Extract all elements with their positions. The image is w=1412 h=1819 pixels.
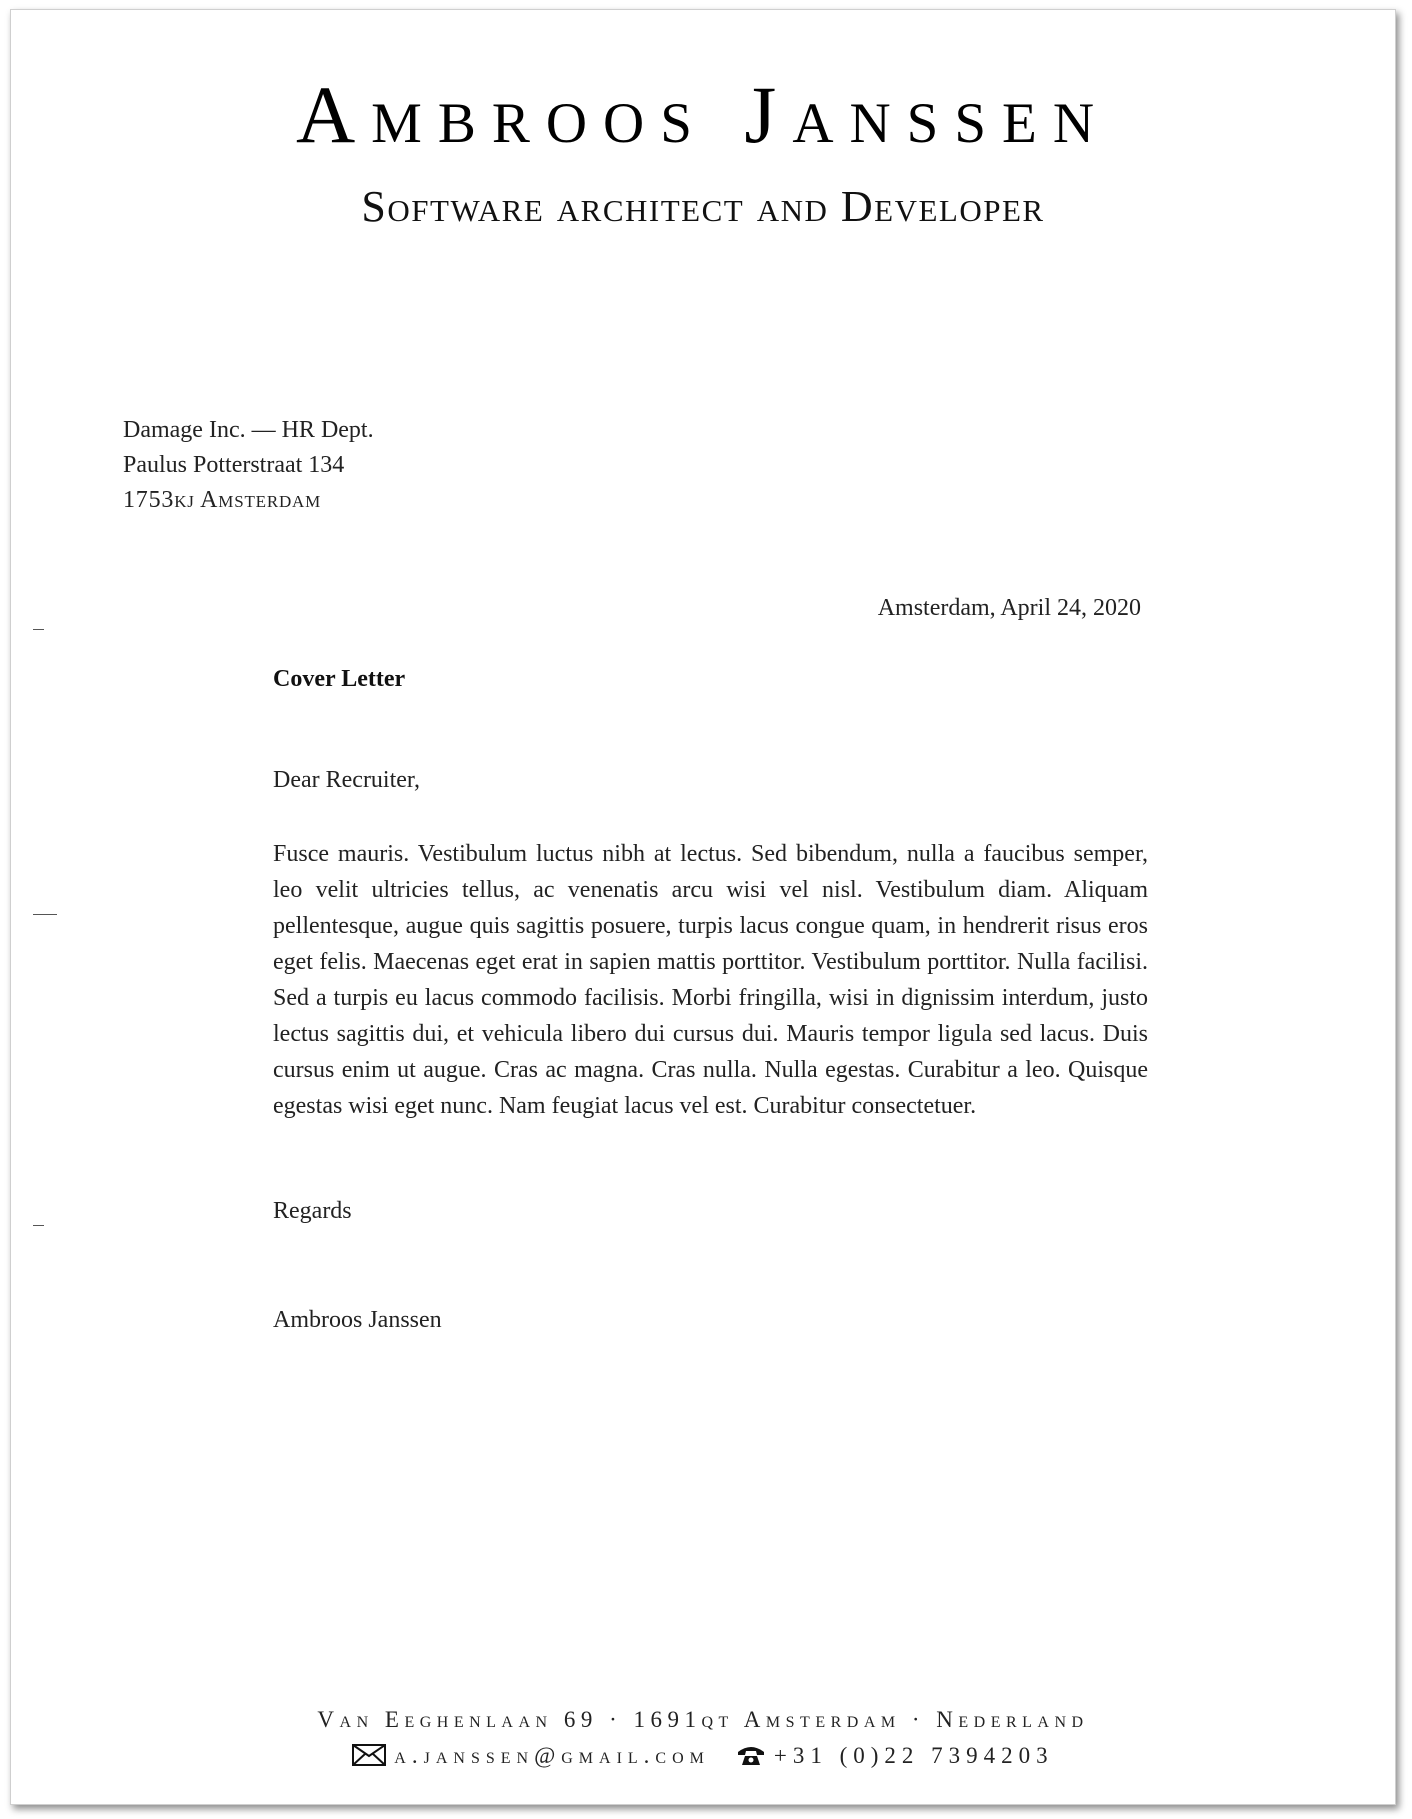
letter-closing: Regards: [273, 1198, 352, 1224]
sender-title: Software architect and Developer: [361, 182, 1045, 231]
footer-contact: [11, 1743, 1395, 1772]
fold-mark-bottom: [33, 1225, 44, 1226]
letter-date: Amsterdam, April 24, 2020: [877, 595, 1141, 621]
recipient-line-3: 1753kj Amsterdam: [123, 487, 322, 513]
letter-salutation: Dear Recruiter,: [273, 767, 420, 793]
footer-email[interactable]: a.janssen@gmail.com: [394, 1743, 710, 1768]
letter-subject: Cover Letter: [273, 666, 406, 692]
telephone-icon: [736, 1744, 766, 1772]
recipient-line-1: Damage Inc. — HR Dept.: [123, 417, 374, 443]
fold-mark-top: [33, 629, 44, 630]
recipient-address: [123, 413, 374, 518]
letter-signature: Ambroos Janssen: [273, 1307, 442, 1333]
letter-page: [10, 9, 1396, 1805]
recipient-line-2: Paulus Potterstraat 134: [123, 452, 345, 478]
footer-address: Van Eeghenlaan 69 · 1691qt Amsterdam · Nederland: [317, 1707, 1089, 1732]
footer-phone[interactable]: +31 (0)22 7394203: [773, 1743, 1054, 1768]
letter-body: Fusce mauris. Vestibulum luctus nibh at lectus. Sed bibendum, nulla a faucibus semper, leo velit ultricies tellus, ac venenatis arcu wisi vel nisl. Vestibulum diam. Aliquam pellentesque, augue quis sagittis posuere, turpis lacus congue quam, in hendrerit risus eros eget felis. Maecenas eget erat in sapien mattis porttitor. Vestibulum porttitor. Nulla facilisi. Sed a turpis eu lacus commodo facilisis. Morbi fringilla, wisi in dignissim interdum, justo lectus sagittis dui, et vehicula libero dui cursus dui. Mauris tempor ligula sed lacus. Duis cursus enim ut augue. Cras ac magna. Cras nulla. Nulla egestas. Curabitur a leo. Quisque egestas wisi eget nunc. Nam feugiat lacus vel est. Curabitur consectetuer.: [273, 841, 1148, 1119]
hole-punch-mark: [33, 914, 57, 915]
sender-name: Ambroos Janssen: [295, 69, 1111, 160]
envelope-icon: [352, 1744, 386, 1772]
